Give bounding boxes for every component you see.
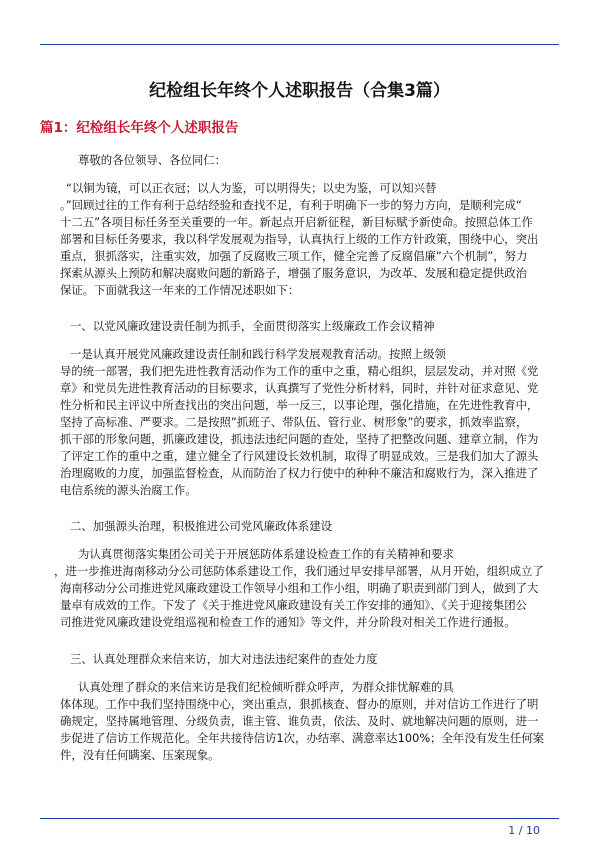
body-line: 性分析和民主评议中所查找出的突出问题，举一反三，以事论理，强化措施，在先进性教育中， bbox=[60, 398, 539, 412]
body-line: 治理腐败的力度，加强监督检查，从而防治了权力行使中的种种不廉洁和腐败行为，深入推进了 bbox=[60, 466, 539, 480]
body-line: 量卓有成效的工作。下发了《关于推进党风廉政建设有关工作安排的通知》、《关于迎接集团公 bbox=[60, 598, 528, 612]
body-line: 尊敬的各位领导、各位同仁： bbox=[78, 153, 227, 167]
body-line: 十二五”各项目标任务至关重要的一年。新起点开启新征程，新目标赋予新使命。按照总体工作 bbox=[60, 215, 533, 229]
body-line: 一是认真开展党风廉政建设责任制和践行科学发展观教育活动。按照上级领 bbox=[70, 347, 446, 361]
body-line: 体体现。工作中我们坚持围绕中心，突出重点，狠抓核查、督办的原则，并对信访工作进行了明 bbox=[60, 697, 539, 711]
body-line: 保证。下面就我这一年来的工作情况述职如下： bbox=[60, 283, 300, 297]
page-indicator: 1 / 10 bbox=[508, 824, 540, 837]
body-line: 坚持了高标准、严要求。二是按照”抓班子、带队伍、管行业、树形象”的要求，抓效率监察， bbox=[60, 415, 528, 429]
body-line: 章》和党员先进性教育活动的目标要求，认真撰写了党性分析材料，同时，并针对征求意见、党 bbox=[60, 381, 539, 395]
body-line: 电信系统的源头治腐工作。 bbox=[60, 483, 197, 497]
header-rule bbox=[40, 44, 559, 45]
body-line: 了评定工作的重中之重，建立健全了行风建设长效机制，取得了明显成效。三是我们加大了源头 bbox=[60, 449, 539, 463]
section-heading: 一、以党风廉政建设责任制为抓手，全面贯彻落实上级廉政工作会议精神 bbox=[70, 319, 435, 333]
section-heading: 三、认真处理群众来信来访，加大对违法违纪案件的查处力度 bbox=[70, 652, 378, 666]
body-line: 认真处理了群众的来信来访是我们纪检倾听群众呼声，为群众排忧解难的具 bbox=[78, 680, 454, 694]
body-line: 部署和目标任务要求，我以科学发展观为指导，认真执行上级的工作方针政策，围绕中心，突出 bbox=[60, 232, 539, 246]
body-line: 海南移动分公司推进党风廉政建设工作领导小组和工作小组，明确了职责到部门到人，做到了大 bbox=[60, 581, 539, 595]
body-line: 导的统一部署，我们把先进性教育活动作为工作的重中之重，精心组织，层层发动，并对照《党 bbox=[60, 364, 539, 378]
body-line: 件，没有任何瞒案、压案现象。 bbox=[60, 748, 220, 762]
body-line: 步促进了信访工作规范化。全年共接待信访1次，办结率、满意率达100%；全年没有发生任何案 bbox=[60, 731, 545, 745]
body-line: ，进一步推进海南移动分公司惩防体系建设工作，我们通过早安排早部署，从月开始，组织成立了 bbox=[54, 564, 544, 578]
body-line: 司推进党风廉政建设党组巡视和检查工作的通知》等文件，并分阶段对相关工作进行通报。 bbox=[60, 615, 516, 629]
body-line: 抓干部的形象问题，抓廉政建设，抓违法违纪问题的查处，坚持了把整改问题、建章立制，作为 bbox=[60, 432, 539, 446]
body-line: 为认真贯彻落实集团公司关于开展惩防体系建设检查工作的有关精神和要求 bbox=[78, 547, 454, 561]
footer-rule bbox=[40, 818, 559, 819]
document-title: 纪检组长年终个人述职报告（合集3篇） bbox=[149, 81, 450, 101]
body-line: 确规定，坚持属地管理、分级负责，谁主管、谁负责，依法、及时、就地解决问题的原则，进一 bbox=[60, 714, 539, 728]
section-title: 篇1：纪检组长年终个人述职报告 bbox=[40, 120, 239, 136]
body-line: “以铜为镜，可以正衣冠；以人为鉴，可以明得失；以史为鉴，可以知兴替 bbox=[66, 181, 437, 195]
section-heading: 二、加强源头治理，积极推进公司党风廉政体系建设 bbox=[70, 519, 332, 533]
body-line: 探索从源头上预防和解决腐败问题的新路子，增强了服务意识，为改革、发展和稳定提供政治 bbox=[60, 266, 528, 280]
body-line: 。”回顾过往的工作有利于总结经验和查找不足，有利于明确下一步的努力方向，是顺利完成“ bbox=[60, 198, 522, 212]
body-line: 重点，狠抓落实，注重实效，加强了反腐败三项工作，健全完善了反腐倡廉”六个机制”，努力 bbox=[60, 249, 528, 263]
